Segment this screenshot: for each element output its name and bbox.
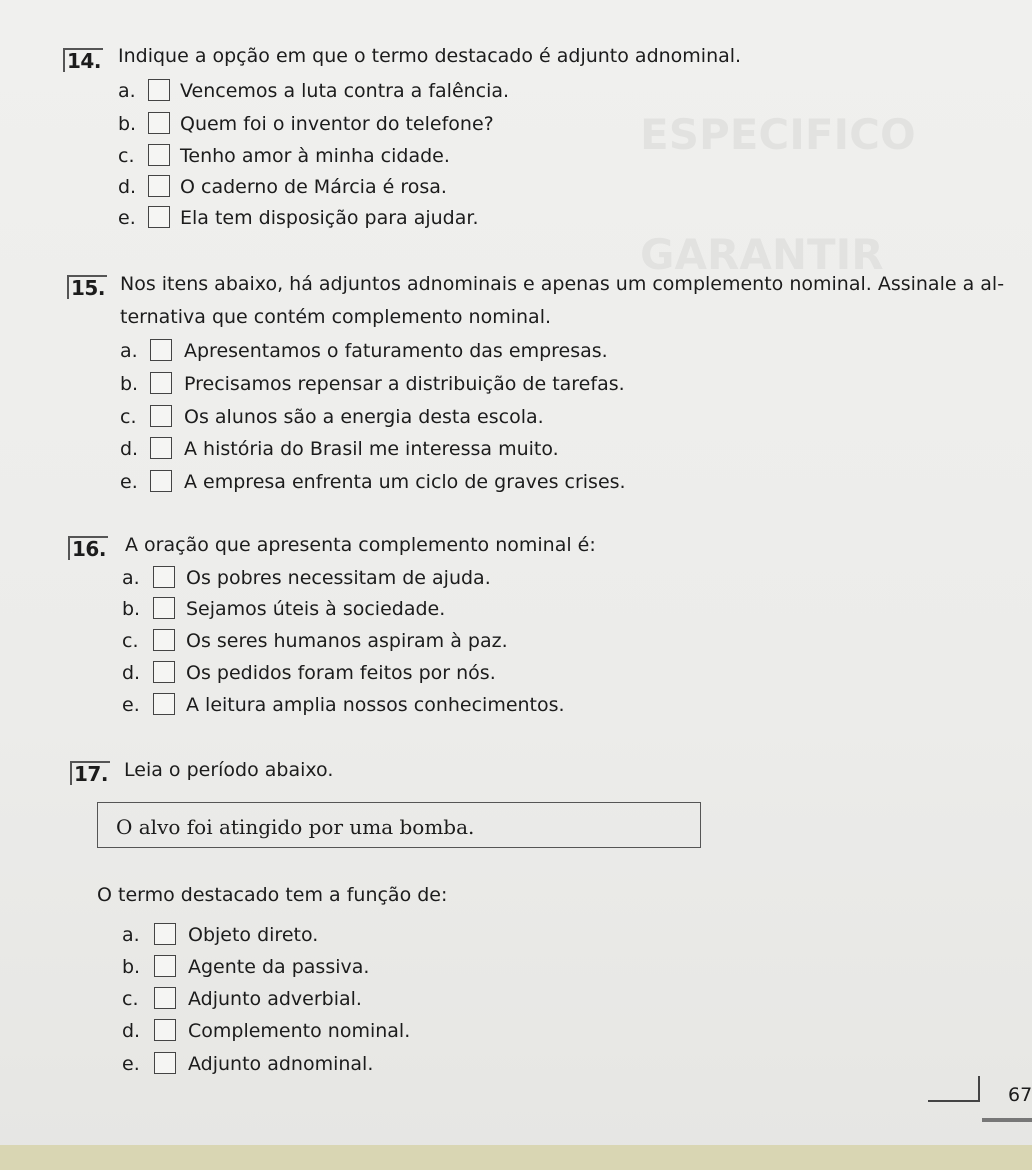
q14-option-d-checkbox[interactable] xyxy=(148,175,170,197)
q16-option-b-letter: b. xyxy=(122,598,141,620)
q15-option-d-letter: d. xyxy=(120,438,139,460)
q15-option-e-letter: e. xyxy=(120,471,138,493)
show-through-text: ESPECIFICO xyxy=(640,110,916,159)
quoted-sentence: O alvo foi atingido por uma bomba. xyxy=(116,815,475,839)
q16-option-d-checkbox[interactable] xyxy=(153,661,175,683)
table-surface xyxy=(0,1145,1032,1170)
q16-option-e-checkbox[interactable] xyxy=(153,693,175,715)
q15-option-a-checkbox[interactable] xyxy=(150,339,172,361)
q17-option-c-text: Adjunto adverbial. xyxy=(188,988,362,1010)
q14-option-e-text: Ela tem disposição para ajudar. xyxy=(180,207,479,229)
q17-option-a-text: Objeto direto. xyxy=(188,924,319,946)
question-17-number: 17. xyxy=(70,761,110,785)
q17-option-e-text: Adjunto adnominal. xyxy=(188,1053,374,1075)
q17-option-c-checkbox[interactable] xyxy=(154,987,176,1009)
q14-option-d-letter: d. xyxy=(118,176,137,198)
q16-option-c-letter: c. xyxy=(122,630,139,652)
page-number-rule xyxy=(928,1100,978,1102)
q14-option-b-letter: b. xyxy=(118,113,137,135)
question-15-number: 15. xyxy=(67,275,107,299)
q16-option-a-letter: a. xyxy=(122,567,140,589)
q15-option-b-text: Precisamos repensar a distribuição de tarefas. xyxy=(184,373,625,395)
q16-option-c-checkbox[interactable] xyxy=(153,629,175,651)
q14-option-d-text: O caderno de Márcia é rosa. xyxy=(180,176,447,198)
page-number-bar xyxy=(982,1118,1032,1122)
show-through-text: GARANTIR xyxy=(640,230,884,279)
q14-option-a-letter: a. xyxy=(118,80,136,102)
q15-option-a-text: Apresentamos o faturamento das empresas. xyxy=(184,340,608,362)
q14-option-e-letter: e. xyxy=(118,207,136,229)
page-number: 67 xyxy=(1008,1084,1032,1106)
question-17-subprompt: O termo destacado tem a função de: xyxy=(97,884,448,906)
q16-option-d-letter: d. xyxy=(122,662,141,684)
q15-option-d-text: A história do Brasil me interessa muito. xyxy=(184,438,559,460)
q17-option-e-checkbox[interactable] xyxy=(154,1052,176,1074)
q14-option-a-text: Vencemos a luta contra a falência. xyxy=(180,80,510,102)
q17-option-a-checkbox[interactable] xyxy=(154,923,176,945)
q16-option-e-letter: e. xyxy=(122,694,140,716)
q15-option-c-letter: c. xyxy=(120,406,137,428)
q15-option-d-checkbox[interactable] xyxy=(150,437,172,459)
q15-option-a-letter: a. xyxy=(120,340,138,362)
q15-option-e-text: A empresa enfrenta um ciclo de graves crises. xyxy=(184,471,626,493)
page-number-divider xyxy=(978,1076,980,1102)
q15-option-b-letter: b. xyxy=(120,373,139,395)
q14-option-b-text: Quem foi o inventor do telefone? xyxy=(180,113,494,135)
q17-option-b-letter: b. xyxy=(122,956,141,978)
q17-option-b-text: Agente da passiva. xyxy=(188,956,370,978)
question-14-number: 14. xyxy=(63,48,103,72)
q17-option-a-letter: a. xyxy=(122,924,140,946)
q15-option-c-text: Os alunos são a energia desta escola. xyxy=(184,406,544,428)
q15-option-b-checkbox[interactable] xyxy=(150,372,172,394)
question-16-prompt: A oração que apresenta complemento nominal é: xyxy=(125,534,596,556)
q14-option-c-text: Tenho amor à minha cidade. xyxy=(180,145,450,167)
q14-option-e-checkbox[interactable] xyxy=(148,206,170,228)
q17-option-d-checkbox[interactable] xyxy=(154,1019,176,1041)
question-15-prompt-line-1: Nos itens abaixo, há adjuntos adnominais e apenas um complemento nominal. Assinale a al- xyxy=(120,273,1005,295)
q16-option-c-text: Os seres humanos aspiram à paz. xyxy=(186,630,508,652)
question-14-prompt: Indique a opção em que o termo destacado é adjunto adnominal. xyxy=(118,45,742,67)
q17-option-e-letter: e. xyxy=(122,1053,140,1075)
q14-option-c-checkbox[interactable] xyxy=(148,144,170,166)
question-15-prompt-line-2: ternativa que contém complemento nominal. xyxy=(120,306,552,328)
question-16-number: 16. xyxy=(68,536,108,560)
q16-option-d-text: Os pedidos foram feitos por nós. xyxy=(186,662,496,684)
q16-option-a-text: Os pobres necessitam de ajuda. xyxy=(186,567,491,589)
q16-option-e-text: A leitura amplia nossos conhecimentos. xyxy=(186,694,565,716)
q17-option-d-text: Complemento nominal. xyxy=(188,1020,411,1042)
quoted-sentence-box xyxy=(97,802,701,848)
q17-option-d-letter: d. xyxy=(122,1020,141,1042)
question-17-prompt: Leia o período abaixo. xyxy=(124,759,334,781)
q16-option-b-checkbox[interactable] xyxy=(153,597,175,619)
q17-option-c-letter: c. xyxy=(122,988,139,1010)
q14-option-a-checkbox[interactable] xyxy=(148,79,170,101)
q14-option-c-letter: c. xyxy=(118,145,135,167)
q15-option-c-checkbox[interactable] xyxy=(150,405,172,427)
q15-option-e-checkbox[interactable] xyxy=(150,470,172,492)
q16-option-a-checkbox[interactable] xyxy=(153,566,175,588)
q16-option-b-text: Sejamos úteis à sociedade. xyxy=(186,598,446,620)
q14-option-b-checkbox[interactable] xyxy=(148,112,170,134)
q17-option-b-checkbox[interactable] xyxy=(154,955,176,977)
